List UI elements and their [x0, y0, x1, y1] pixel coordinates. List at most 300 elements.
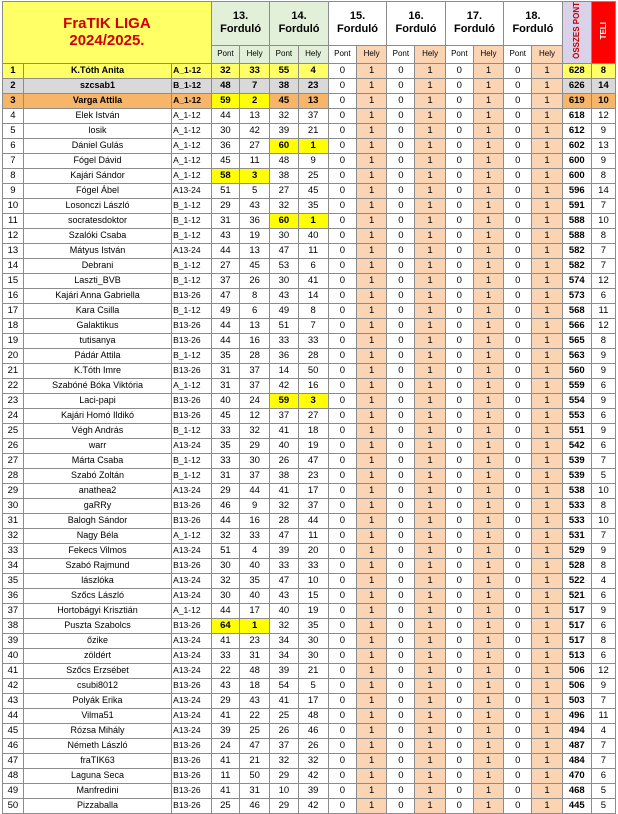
round-number: 18.: [525, 10, 541, 23]
points-cell: 0: [445, 288, 473, 303]
points-cell: 0: [328, 543, 356, 558]
total-points-cell: 484: [562, 753, 591, 768]
place-cell: 1: [415, 273, 445, 288]
points-cell: 0: [328, 183, 356, 198]
teli-cell: 8: [591, 333, 615, 348]
points-cell: 0: [445, 723, 473, 738]
total-points-cell: 494: [562, 723, 591, 738]
points-cell: 0: [328, 303, 356, 318]
points-cell: 40: [211, 393, 239, 408]
points-cell: 32: [270, 498, 298, 513]
points-cell: 0: [504, 738, 532, 753]
place-cell: 1: [356, 93, 386, 108]
place-cell: 1: [473, 168, 503, 183]
place-cell: 1: [532, 228, 562, 243]
points-cell: 0: [445, 258, 473, 273]
place-cell: 1: [356, 708, 386, 723]
rank-cell: 16: [3, 288, 24, 303]
points-cell: 0: [387, 633, 415, 648]
place-cell: 1: [356, 558, 386, 573]
points-cell: 0: [328, 243, 356, 258]
rank-cell: 5: [3, 123, 24, 138]
points-cell: 0: [328, 93, 356, 108]
points-cell: 0: [504, 468, 532, 483]
round-word: Forduló: [220, 23, 262, 36]
points-cell: 46: [211, 498, 239, 513]
points-cell: 59: [270, 393, 298, 408]
points-cell: 0: [504, 168, 532, 183]
place-cell: 1: [356, 318, 386, 333]
points-cell: 0: [387, 678, 415, 693]
place-cell: 1: [532, 63, 562, 78]
round-18-header: [504, 2, 562, 46]
points-cell: 44: [211, 108, 239, 123]
points-cell: 0: [504, 108, 532, 123]
place-cell: 32: [240, 423, 270, 438]
table-row: [3, 468, 616, 483]
place-cell: 1: [532, 603, 562, 618]
teli-cell: 6: [591, 438, 615, 453]
group-cell: B_1-12: [172, 453, 212, 468]
points-subheader: Pont: [445, 45, 473, 63]
teli-cell: 5: [591, 468, 615, 483]
points-cell: 45: [270, 93, 298, 108]
place-cell: 1: [532, 738, 562, 753]
place-cell: 1: [473, 378, 503, 393]
points-cell: 0: [387, 513, 415, 528]
place-cell: 4: [240, 543, 270, 558]
rank-cell: 36: [3, 588, 24, 603]
table-row: [3, 288, 616, 303]
points-cell: 48: [211, 78, 239, 93]
total-points-label: ÖSSZES PONT: [572, 2, 582, 59]
group-cell: A13-24: [172, 648, 212, 663]
points-subheader: Pont: [504, 45, 532, 63]
points-cell: 27: [211, 258, 239, 273]
points-cell: 0: [387, 78, 415, 93]
total-points-cell: 517: [562, 618, 591, 633]
teli-cell: 6: [591, 408, 615, 423]
points-cell: 0: [504, 78, 532, 93]
total-points-cell: 538: [562, 483, 591, 498]
place-cell: 1: [532, 213, 562, 228]
table-row: [3, 258, 616, 273]
group-cell: A13-24: [172, 483, 212, 498]
points-cell: 0: [387, 378, 415, 393]
place-cell: 1: [298, 213, 328, 228]
table-row: [3, 168, 616, 183]
place-cell: 1: [473, 603, 503, 618]
place-cell: 1: [356, 753, 386, 768]
player-name-cell: Balogh Sándor: [23, 513, 171, 528]
place-cell: 1: [356, 573, 386, 588]
player-name-cell: Vilma51: [23, 708, 171, 723]
place-subheader: Hely: [298, 45, 328, 63]
points-cell: 0: [445, 783, 473, 798]
place-cell: 39: [298, 783, 328, 798]
round-16-header: [387, 2, 445, 46]
place-cell: 6: [298, 258, 328, 273]
points-cell: 60: [270, 213, 298, 228]
points-cell: 36: [211, 138, 239, 153]
group-cell: A_1-12: [172, 93, 212, 108]
points-cell: 0: [387, 408, 415, 423]
table-row: [3, 123, 616, 138]
place-cell: 1: [532, 573, 562, 588]
points-cell: 0: [445, 483, 473, 498]
points-cell: 51: [211, 183, 239, 198]
group-cell: A13-24: [172, 633, 212, 648]
place-cell: 19: [240, 228, 270, 243]
points-cell: 0: [445, 498, 473, 513]
points-cell: 0: [504, 393, 532, 408]
points-cell: 26: [270, 723, 298, 738]
place-cell: 21: [298, 123, 328, 138]
points-subheader: Pont: [211, 45, 239, 63]
points-cell: 0: [504, 213, 532, 228]
table-row: [3, 633, 616, 648]
points-cell: 0: [328, 723, 356, 738]
points-cell: 0: [328, 408, 356, 423]
points-cell: 0: [504, 408, 532, 423]
total-points-cell: 588: [562, 228, 591, 243]
group-cell: B_1-12: [172, 198, 212, 213]
place-cell: 1: [532, 243, 562, 258]
place-cell: 1: [532, 423, 562, 438]
rank-cell: 8: [3, 168, 24, 183]
place-cell: 40: [298, 228, 328, 243]
place-cell: 1: [532, 138, 562, 153]
points-cell: 0: [387, 228, 415, 243]
teli-cell: 9: [591, 363, 615, 378]
teli-cell: 7: [591, 753, 615, 768]
place-cell: 1: [415, 258, 445, 273]
points-cell: 0: [445, 633, 473, 648]
group-cell: A_1-12: [172, 123, 212, 138]
points-cell: 37: [270, 408, 298, 423]
place-cell: 26: [298, 738, 328, 753]
place-cell: 1: [532, 108, 562, 123]
group-cell: A_1-12: [172, 603, 212, 618]
place-cell: 42: [240, 123, 270, 138]
place-cell: 37: [240, 363, 270, 378]
points-cell: 41: [211, 708, 239, 723]
points-cell: 0: [445, 378, 473, 393]
place-cell: 1: [473, 273, 503, 288]
points-cell: 0: [504, 63, 532, 78]
total-points-cell: 602: [562, 138, 591, 153]
place-cell: 1: [415, 483, 445, 498]
table-row: [3, 723, 616, 738]
teli-cell: 8: [591, 558, 615, 573]
table-row: [3, 573, 616, 588]
place-cell: 1: [473, 468, 503, 483]
points-cell: 0: [387, 198, 415, 213]
place-cell: 1: [415, 393, 445, 408]
round-number: 14.: [291, 10, 307, 23]
place-cell: 1: [473, 408, 503, 423]
place-cell: 27: [298, 408, 328, 423]
place-cell: 1: [356, 738, 386, 753]
player-name-cell: zöldért: [23, 648, 171, 663]
teli-cell: 4: [591, 573, 615, 588]
table-row: [3, 78, 616, 93]
points-cell: 0: [445, 273, 473, 288]
points-cell: 0: [445, 678, 473, 693]
points-cell: 0: [445, 318, 473, 333]
points-cell: 0: [328, 678, 356, 693]
place-cell: 36: [240, 213, 270, 228]
points-cell: 41: [270, 423, 298, 438]
place-cell: 1: [532, 663, 562, 678]
place-cell: 15: [298, 588, 328, 603]
table-row: [3, 198, 616, 213]
table-row: [3, 768, 616, 783]
points-cell: 34: [270, 648, 298, 663]
place-cell: 11: [298, 243, 328, 258]
place-cell: 1: [415, 123, 445, 138]
place-cell: 1: [415, 213, 445, 228]
league-title-line2: 2024/2025.: [69, 32, 145, 50]
group-cell: B13-26: [172, 333, 212, 348]
rank-cell: 28: [3, 468, 24, 483]
total-points-cell: 574: [562, 273, 591, 288]
teli-cell: 6: [591, 378, 615, 393]
place-cell: 1: [415, 588, 445, 603]
place-cell: 23: [298, 468, 328, 483]
points-cell: 0: [328, 648, 356, 663]
place-cell: 1: [415, 183, 445, 198]
table-row: [3, 363, 616, 378]
points-cell: 0: [504, 363, 532, 378]
place-cell: 1: [473, 438, 503, 453]
points-cell: 0: [445, 738, 473, 753]
place-cell: 1: [473, 333, 503, 348]
points-cell: 0: [328, 138, 356, 153]
rank-cell: 27: [3, 453, 24, 468]
place-cell: 41: [298, 273, 328, 288]
place-cell: 1: [415, 768, 445, 783]
place-cell: 13: [298, 93, 328, 108]
round-number: 17.: [466, 10, 483, 23]
place-cell: 1: [532, 783, 562, 798]
points-cell: 0: [328, 483, 356, 498]
rank-cell: 1: [3, 63, 24, 78]
place-cell: 1: [532, 648, 562, 663]
place-cell: 1: [415, 453, 445, 468]
place-cell: 1: [473, 768, 503, 783]
points-cell: 0: [387, 318, 415, 333]
place-cell: 1: [415, 468, 445, 483]
points-cell: 0: [328, 348, 356, 363]
group-cell: A13-24: [172, 588, 212, 603]
rank-cell: 40: [3, 648, 24, 663]
points-cell: 0: [387, 543, 415, 558]
place-cell: 1: [415, 228, 445, 243]
place-cell: 1: [473, 693, 503, 708]
table-row: [3, 558, 616, 573]
group-cell: B_1-12: [172, 228, 212, 243]
place-cell: 1: [415, 603, 445, 618]
group-cell: A13-24: [172, 183, 212, 198]
table-row: [3, 213, 616, 228]
player-name-cell: Szabó Rajmund: [23, 558, 171, 573]
points-cell: 58: [211, 168, 239, 183]
place-cell: 21: [240, 753, 270, 768]
group-cell: B_1-12: [172, 348, 212, 363]
player-name-cell: K.Tóth Anita: [23, 63, 171, 78]
table-row: [3, 333, 616, 348]
table-row: [3, 393, 616, 408]
points-cell: 0: [504, 288, 532, 303]
points-cell: 38: [270, 168, 298, 183]
place-cell: 1: [356, 528, 386, 543]
player-name-cell: Dániel Gulás: [23, 138, 171, 153]
place-cell: 19: [298, 438, 328, 453]
place-cell: 1: [356, 513, 386, 528]
points-cell: 0: [328, 318, 356, 333]
place-cell: 8: [240, 288, 270, 303]
points-cell: 38: [270, 468, 298, 483]
place-cell: 35: [298, 618, 328, 633]
points-cell: 0: [387, 753, 415, 768]
place-cell: 1: [473, 648, 503, 663]
player-name-cell: szcsab1: [23, 78, 171, 93]
table-row: [3, 378, 616, 393]
table-row: [3, 108, 616, 123]
round-13-header: [211, 2, 269, 46]
points-cell: 32: [270, 198, 298, 213]
table-row: [3, 798, 616, 813]
place-cell: 1: [473, 183, 503, 198]
group-cell: B13-26: [172, 318, 212, 333]
place-cell: 43: [240, 693, 270, 708]
place-cell: 1: [356, 483, 386, 498]
total-points-cell: 626: [562, 78, 591, 93]
place-cell: 1: [415, 438, 445, 453]
place-cell: 1: [415, 648, 445, 663]
rank-cell: 45: [3, 723, 24, 738]
place-cell: 46: [298, 723, 328, 738]
teli-cell: 7: [591, 198, 615, 213]
points-cell: 49: [211, 303, 239, 318]
place-cell: 19: [298, 603, 328, 618]
points-cell: 0: [445, 348, 473, 363]
place-cell: 2: [240, 93, 270, 108]
points-cell: 0: [445, 798, 473, 813]
place-cell: 1: [356, 663, 386, 678]
points-cell: 31: [211, 363, 239, 378]
place-cell: 17: [298, 483, 328, 498]
player-name-cell: Nagy Béla: [23, 528, 171, 543]
total-points-cell: 468: [562, 783, 591, 798]
group-cell: B13-26: [172, 498, 212, 513]
place-cell: 1: [415, 63, 445, 78]
place-subheader: Hely: [415, 45, 445, 63]
points-cell: 0: [387, 93, 415, 108]
player-name-cell: gaRRy: [23, 498, 171, 513]
points-cell: 30: [270, 273, 298, 288]
points-cell: 0: [445, 588, 473, 603]
place-cell: 1: [473, 243, 503, 258]
total-points-cell: 582: [562, 243, 591, 258]
place-cell: 1: [532, 78, 562, 93]
total-points-cell: 565: [562, 333, 591, 348]
place-cell: 1: [473, 363, 503, 378]
place-cell: 3: [298, 393, 328, 408]
group-cell: A_1-12: [172, 168, 212, 183]
points-cell: 0: [504, 528, 532, 543]
teli-cell: 7: [591, 243, 615, 258]
total-points-cell: 528: [562, 558, 591, 573]
place-cell: 33: [298, 558, 328, 573]
points-cell: 31: [211, 468, 239, 483]
points-cell: 0: [328, 333, 356, 348]
place-cell: 29: [240, 438, 270, 453]
points-cell: 0: [328, 573, 356, 588]
points-cell: 0: [387, 498, 415, 513]
total-points-cell: 551: [562, 423, 591, 438]
place-cell: 42: [298, 798, 328, 813]
place-cell: 1: [415, 678, 445, 693]
place-cell: 16: [240, 513, 270, 528]
points-cell: 0: [445, 558, 473, 573]
place-cell: 30: [240, 453, 270, 468]
place-cell: 13: [240, 243, 270, 258]
group-cell: B_1-12: [172, 213, 212, 228]
place-cell: 1: [473, 423, 503, 438]
points-cell: 0: [504, 663, 532, 678]
points-cell: 48: [270, 153, 298, 168]
teli-cell: 6: [591, 588, 615, 603]
points-cell: 34: [270, 633, 298, 648]
place-cell: 30: [298, 648, 328, 663]
group-cell: A13-24: [172, 663, 212, 678]
place-cell: 1: [415, 333, 445, 348]
points-subheader: Pont: [387, 45, 415, 63]
place-cell: 1: [356, 393, 386, 408]
place-cell: 1: [356, 543, 386, 558]
place-cell: 1: [532, 288, 562, 303]
player-name-cell: Németh László: [23, 738, 171, 753]
place-cell: 44: [298, 513, 328, 528]
points-cell: 0: [328, 258, 356, 273]
points-cell: 0: [328, 798, 356, 813]
place-cell: 1: [356, 618, 386, 633]
place-cell: 1: [473, 618, 503, 633]
total-points-cell: 522: [562, 573, 591, 588]
points-cell: 0: [387, 618, 415, 633]
player-name-cell: Rózsa Mihály: [23, 723, 171, 738]
place-cell: 1: [532, 453, 562, 468]
points-cell: 0: [387, 108, 415, 123]
points-cell: 0: [504, 333, 532, 348]
points-cell: 0: [387, 243, 415, 258]
points-cell: 0: [387, 213, 415, 228]
teli-cell: 9: [591, 678, 615, 693]
points-cell: 0: [504, 768, 532, 783]
place-cell: 9: [298, 153, 328, 168]
place-cell: 1: [415, 708, 445, 723]
place-cell: 1: [473, 633, 503, 648]
points-cell: 0: [328, 393, 356, 408]
points-cell: 30: [211, 588, 239, 603]
place-cell: 1: [356, 123, 386, 138]
table-row: [3, 738, 616, 753]
place-cell: 5: [240, 183, 270, 198]
player-name-cell: Márta Csaba: [23, 453, 171, 468]
points-cell: 29: [211, 693, 239, 708]
